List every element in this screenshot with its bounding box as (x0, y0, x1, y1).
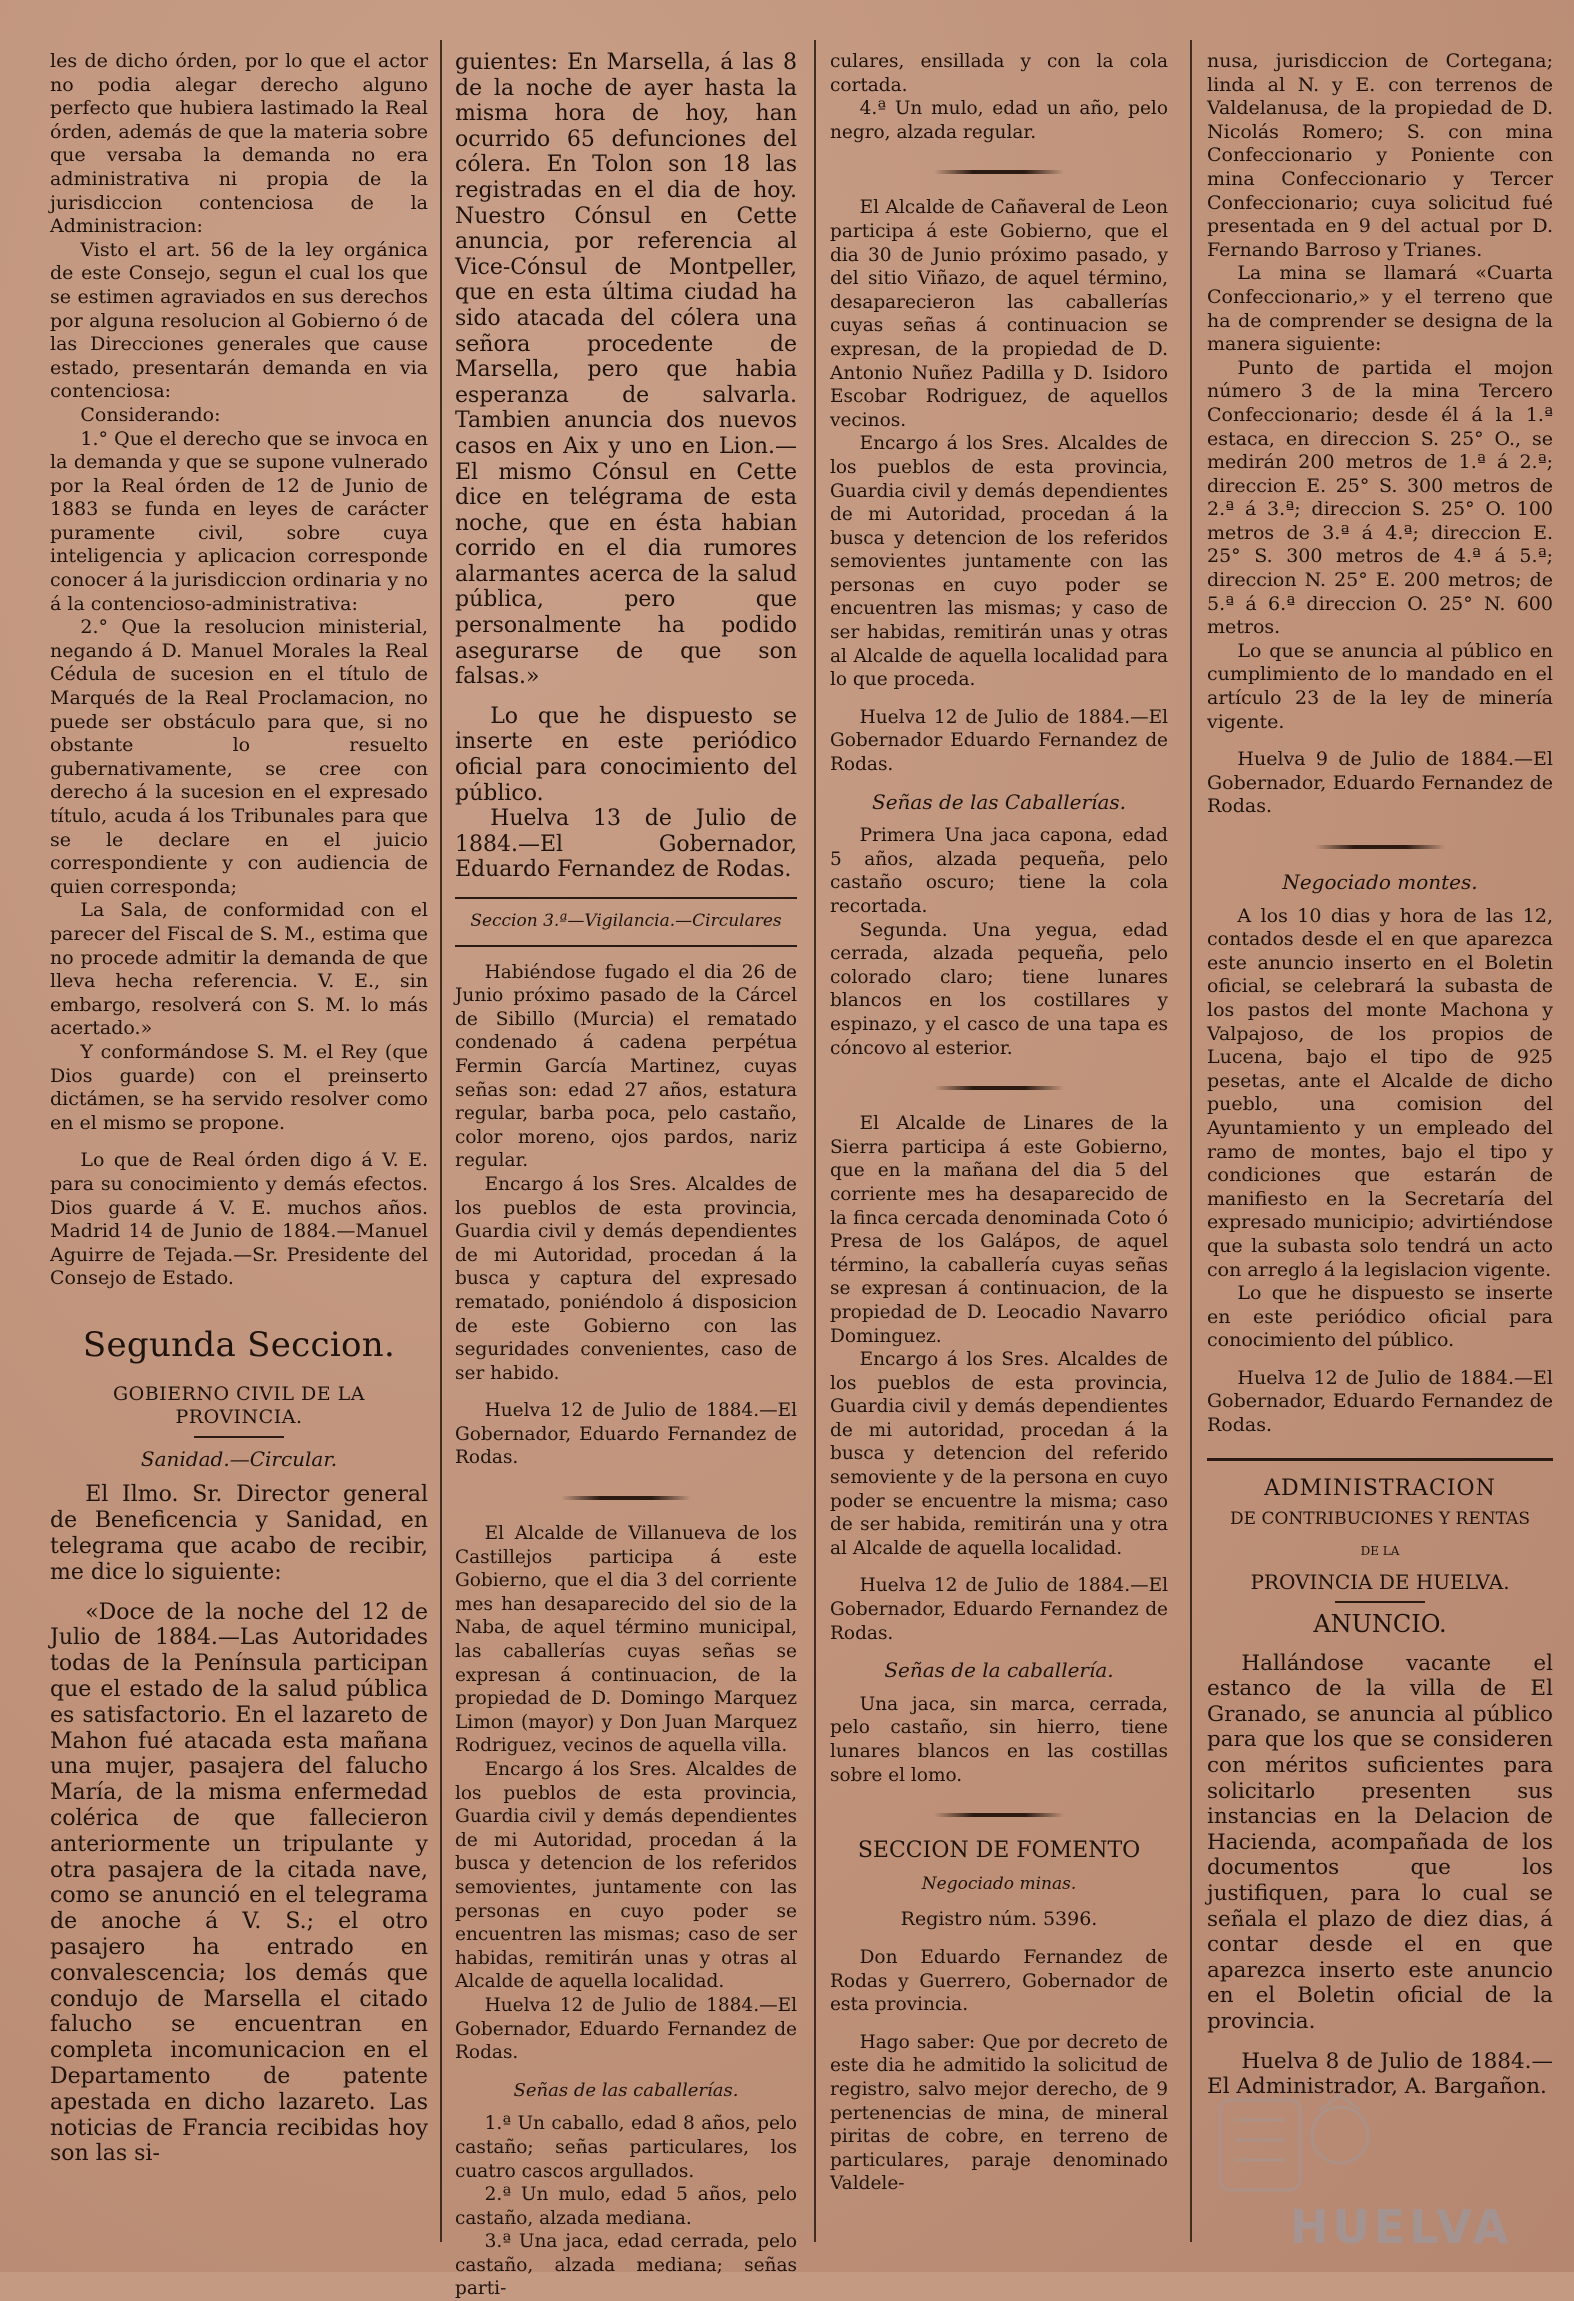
minas-heading: Negociado minas. (921, 1873, 1077, 1894)
admin-province: PROVINCIA DE HUELVA. (1250, 1570, 1510, 1595)
anuncio-heading: ANUNCIO. (1313, 1610, 1447, 1639)
senas-heading: Señas de las Caballerías. (872, 789, 1126, 814)
paragraph: Don Eduardo Fernandez de Rodas y Guerrero, Gobernador de esta provincia. (830, 1946, 1168, 2016)
ornamental-rule (1315, 845, 1445, 849)
paragraph: Considerando: (80, 403, 221, 426)
column-4 (1207, 50, 1553, 2252)
column-3 (830, 50, 1168, 2252)
paragraph: La Sala, de conformidad con el parecer del Fiscal de S. M., estima que no procede admitir la demanda de que lleva hecha referencia. V. E., sin embargo, resolverá con S. M. lo más acertado.» (50, 899, 428, 1040)
paragraph: Huelva 12 de Julio de 1884.—El Gobernador, Eduardo Fernandez de Rodas. (455, 1400, 797, 1469)
sanidad-heading: Sanidad.—Circular. (140, 1447, 338, 1472)
column-divider (440, 40, 442, 2242)
paragraph: El Alcalde de Villanueva de los Castillejos participa á este Gobierno, que el dia 3 del corriente mes han desaparecido del sio de la Naba, de aquel término municipal, las caballerías cuyas señas se expresan á continuacion, de la propiedad de D. Domingo Marquez Limon (mayor) y Don Juan Marquez Rodriguez, vecinos de aquella villa. (455, 1523, 797, 1757)
paragraph: 2.ª Un mulo, edad 5 años, pelo castaño, alzada mediana. (455, 2184, 797, 2229)
paragraph: culares, ensillada y con la cola cortada. (830, 51, 1168, 96)
senas-heading: Señas de la caballería. (884, 1658, 1114, 1683)
paragraph: Primera Una jaca capona, edad 5 años, alzada pequeña, pelo castaño oscuro; tiene la cola recortada. (830, 825, 1168, 917)
vigilancia-heading: Seccion 3.ª—Vigilancia.—Circulares (455, 897, 797, 947)
paragraph: Hago saber: Que por decreto de este dia he admitido la solicitud de registro, salvo mejor derecho, de 9 pertenencias de mina, de mineral piritas de cobre, en terreno de particulares, paraje denominado Valdele- (830, 2031, 1168, 2195)
paragraph: Lo que se anuncia al público en cumplimiento de lo mandado en el artículo 23 de la ley de minería vigente. (1207, 639, 1553, 733)
paragraph: Encargo á los Sres. Alcaldes de los pueblos de esta provincia, Guardia civil y demás dependientes de mi Autoridad, procedan á la busca y captura del expresado rematado, poniéndolo á disposicion de este Gobierno con las seguridades convenientes, caso de ser habido. (455, 1173, 797, 1384)
paragraph: Lo que de Real órden digo á V. E. para su conocimiento y demás efectos. Dios guarde á V. E. muchos años. Madrid 14 de Junio de 1884.—Manuel Aguirre de Tejada.—Sr. Presidente del Consejo de Estado. (50, 1149, 428, 1290)
paragraph: 1.ª Un caballo, edad 8 años, pelo castaño; señas particulares, los cuatro cascos argullados. (455, 2113, 797, 2182)
paragraph: Huelva 13 de Julio de 1884.—El Gobernador, Eduardo Fernandez de Rodas. (455, 806, 797, 883)
paragraph: Habiéndose fugado el dia 26 de Junio próximo pasado de la Cárcel de Sibillo (Murcia) el rematado condenado á cadena perpétua Fermin García Martinez, cuyas señas son: edad 27 años, estatura regular, barba poca, pelo castaño, color moreno, ojos pardos, nariz regular. (455, 961, 797, 1172)
paragraph: Lo que he dispuesto se inserte en este periódico oficial para conocimiento del público. (1207, 1282, 1553, 1352)
paragraph: Huelva 12 de Julio de 1884.—El Gobernador, Eduardo Fernandez de Rodas. (455, 1994, 797, 2064)
registro-number: Registro núm. 5396. (900, 1908, 1098, 1931)
paragraph: Segunda. Una yegua, edad cerrada, alzada pequeña, pelo colorado claro; tiene lunares blancos en los costillares y espinazo, y el casco de una tapa es cóncovo al esterior. (830, 919, 1168, 1059)
admin-subheading: DE LA (1360, 1543, 1400, 1558)
column-divider (1190, 40, 1192, 2242)
admin-subheading: DE CONTRIBUCIONES Y RENTAS (1230, 1509, 1530, 1530)
paragraph: Lo que he dispuesto se inserte en este periódico oficial para conocimiento del público. (455, 703, 797, 806)
paragraph: guientes: En Marsella, á las 8 de la noche de ayer hasta la misma hora de hoy, han ocurrido 65 defunciones del cólera. En Tolon son 18 las registradas en el dia de hoy. Nuestro Cónsul en Cette anuncia, por referencia al Vice-Cónsul de Montpeller, que en esta última ciudad ha sido atacada del cólera una señora procedente de Marsella, pero que habia esperanza de salvarla. Tambien anuncia dos nuevos casos en Aix y uno en Lion.—El mismo Cónsul en Cette dice en telégrama de esta noche, que en ésta habian corrido en el dia rumores alarmantes acerca de la salud pública, pero que personalmente ha podido asegurarse de que son falsas.» (455, 50, 797, 690)
paragraph: A los 10 dias y hora de las 12, contados desde el en que aparezca este anuncio inserto en el Boletin oficial, se celebrará la subasta de los pastos del monte Machona y Valpajoso, de los propios de Lucena, bajo el tipo de 925 pesetas, ante el Alcalde de dicho pueblo, una comision del Ayuntamiento y un empleado del ramo de montes, bajo el tipo y condiciones que estarán de manifiesto en la Secretaría del expresado municipio; advirtiéndose que la subasta solo tendrá un acto con arreglo á la legislacion vigente. (1207, 904, 1553, 1281)
gov-heading: GOBIERNO CIVIL DE LA PROVINCIA. (112, 1382, 366, 1429)
column-divider (814, 40, 816, 2242)
paragraph: La mina se llamará «Cuarta Confeccionario,» y el terreno que ha de comprender se designa de la manera siguiente: (1207, 262, 1553, 356)
paragraph: Huelva 12 de Julio de 1884.—El Gobernador Eduardo Fernandez de Rodas. (830, 706, 1168, 776)
paragraph: 3.ª Una jaca, edad cerrada, pelo castaño, alzada mediana; señas parti- (455, 2231, 797, 2300)
paragraph: 2.° Que la resolucion ministerial, negando á D. Manuel Morales la Real Cédula de sucesion en el título de Marqués de la Real Proclamacion, no puede ser obstáculo para que, si no obstante lo resuelto gubernativamente, se cree con derecho á la sucesion en el expresado título, acuda á los Tribunales para que se le declare en el juicio correspondiente y con audiencia de quien corresponda; (50, 616, 428, 898)
paragraph: Huelva 12 de Julio de 1884.—El Gobernador, Eduardo Fernandez de Rodas. (830, 1575, 1168, 1644)
paragraph: 1.° Que el derecho que se invoca en la demanda y que se supone vulnerado por la Real órden de 12 de Junio de 1883 se funda en leyes de carácter puramente civil, sobre cuya inteligencia y aplicacion corresponde conocer á la jurisdiccion ordinaria y no á la contencioso-administrativa: (50, 427, 428, 615)
divider (194, 1436, 284, 1438)
paragraph: Hallándose vacante el estanco de la villa de El Granado, se anuncia al público para que los que se consideren con méritos suficientes para solicitarlo presenten sus instancias en la Delacion de Hacienda, acompañada de los documentos que los justifiquen, para lo cual se señala el plazo de diez dias, á contar desde el en que aparezca inserto este anuncio en el Boletin oficial de la provincia. (1207, 1650, 1553, 2034)
admin-heading: ADMINISTRACION (1264, 1475, 1496, 1501)
paragraph: Encargo á los Sres. Alcaldes de los pueblos de esta provincia, Guardia civil y demás dependientes de mi Autoridad, procedan á la busca y detencion de los referidos semovientes juntamente con las personas en cuyo poder se encuentren las mismas; y caso de ser habidas, remitirán unas y otras al Alcalde de aquella localidad para lo que proceda. (830, 433, 1168, 691)
ornamental-rule (934, 1813, 1064, 1817)
paragraph: El Ilmo. Sr. Director general de Beneficencia y Sanidad, en telegrama que acabo de recibir, me dice lo siguiente: (50, 1481, 428, 1585)
paragraph: Una jaca, sin marca, cerrada, pelo castaño, sin hierro, tiene lunares blancos en las costillas sobre el lomo. (830, 1693, 1168, 1786)
paragraph: Huelva 12 de Julio de 1884.—El Gobernador, Eduardo Fernandez de Rodas. (1207, 1366, 1553, 1437)
ornamental-rule (561, 1496, 691, 1500)
paragraph: Huelva 8 de Julio de 1884.—El Administrador, A. Bargañon. (1207, 2048, 1553, 2100)
column-2 (455, 50, 797, 2300)
watermark-text: HUELVA (1290, 2200, 1513, 2254)
column-1 (50, 50, 428, 2252)
paragraph: «Doce de la noche del 12 de Julio de 1884.—Las Autoridades todas de la Península participan que el estado de la salud pública es satisfactorio. En el lazareto de Mahon fué atacada esta mañana una mujer, pasajera del falucho María, de la misma enfermedad colérica de que fallecieron anteriormente un tripulante y otra pasajera de la citada nave, como se anunció en el telegrama de anoche á V. S.; el otro pasajero ha entrado en convalescencia; los demás que condujo de Marsella el citado falucho se encuentran en completa incomunicacion en el Departamento de patente apestada en dicho lazareto. Las noticias de Francia recibidas hoy son las si- (50, 1599, 428, 2167)
divider (1207, 1458, 1553, 1461)
paragraph: El Alcalde de Cañaveral de Leon participa á este Gobierno, que el dia 30 de Junio próximo pasado, y del sitio Viñazo, de aquel término, desaparecieron las caballerías cuyas señas á continuacion se expresan, de la propiedad de D. Antonio Nuñez Padilla y D. Isidoro Escobar Rodriguez, de aquellos vecinos. (830, 197, 1168, 431)
divider (1335, 1601, 1425, 1603)
section-title: Segunda Seccion. (82, 1324, 396, 1365)
paragraph: El Alcalde de Linares de la Sierra participa á este Gobierno, que en la mañana del dia 5 del corriente mes ha desaparecido de la finca cercada denominada Coto ó Presa de los Galápos, de aquel término, la caballería cuyas señas se expresan á continuacion, de la propiedad de D. Leocadio Navarro Dominguez. (830, 1113, 1168, 1347)
paragraph: Encargo á los Sres. Alcaldes de los pueblos de esta provincia, Guardia civil y demás dependientes de mi autoridad, procedan á la busca y detencion del referido semoviente y de la persona en cuyo poder se encuentre la misma; caso de ser habida, remitirán una y otra al Alcalde de aquella localidad. (830, 1349, 1168, 1559)
paragraph: les de dicho órden, por lo que el actor no podia alegar derecho alguno perfecto que hubiera lastimado la Real órden, además de que la materia sobre que versaba la demanda no era administrativa ni propia de la jurisdiccion contenciosa de la Administracion: (50, 50, 428, 238)
paragraph: Encargo á los Sres. Alcaldes de los pueblos de esta provincia, Guardia civil y demás dependientes de mi Autoridad, procedan á la busca y detencion de los referidos semovientes, juntamente con las personas en cuyo poder se encuentren las mismas; caso de ser habidas, remitirán unas y otras al Alcalde de aquella localidad. (455, 1759, 797, 1993)
paragraph: Punto de partida el mojon número 3 de la mina Tercero Confeccionario; desde él á la 1.ª estaca, en direccion S. 25° O., se medirán 200 metros de 1.ª á 2.ª; direccion E. 25° S. 300 metros de 2.ª á 3.ª; direccion S. 25° O. 100 metros de 3.ª á 4.ª; direccion E. 25° S. 300 metros de 4.ª á 5.ª; direccion N. 25° E. 200 metros; de 5.ª á 6.ª direccion O. 25° N. 600 metros. (1207, 356, 1553, 639)
fomento-heading: SECCION DE FOMENTO (857, 1838, 1141, 1864)
paragraph: 4.ª Un mulo, edad un año, pelo negro, alzada regular. (830, 98, 1168, 143)
paragraph: nusa, jurisdiccion de Cortegana; linda al N. y E. con terrenos de Valdelanusa, de la propiedad de D. Nicolás Romero; S. con mina Confeccionario y Poniente con mina Confeccionario y Tercer Confeccionario; cuya solicitud fué presentada en 9 del actual por D. Fernando Barroso y Trianes. (1207, 50, 1553, 261)
montes-heading: Negociado montes. (1282, 870, 1478, 894)
paragraph: Visto el art. 56 de la ley orgánica de este Consejo, segun el cual los que se estimen agraviados en sus derechos por alguna resolucion al Gobierno ó de las Direcciones generales que cause estado, presentarán demanda en via contenciosa: (50, 238, 428, 403)
paragraph: Huelva 9 de Julio de 1884.—El Gobernador, Eduardo Fernandez de Rodas. (1207, 748, 1553, 818)
ornamental-rule (934, 170, 1064, 174)
ornamental-rule (934, 1086, 1064, 1090)
paragraph: Y conformándose S. M. el Rey (que Dios guarde) con el preinserto dictámen, se ha servido resolver como en el mismo se propone. (50, 1040, 428, 1134)
senas-heading: Señas de las caballerías. (513, 2079, 739, 2101)
